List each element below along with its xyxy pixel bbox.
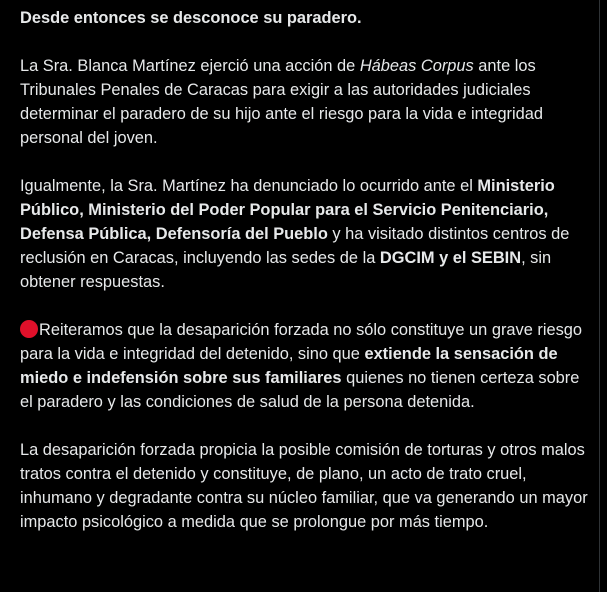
paragraph-2-italic: Hábeas Corpus [359, 57, 474, 75]
paragraph-5-text: La desaparición forzada propicia la posible comisión de torturas y otros malos tratos contra el detenido y constituye, de plano, un acto de trato cruel, inhumano y degradante contra su núcleo familiar, que va generando un mayor impacto psicológico a medida que se prolongue por más tiempo. [20, 441, 588, 531]
paragraph-3-bold-institutions: Ministerio Público, Ministerio del Poder Popular para el Servicio Penitenciario, Defensa Pública, Defensoría del Pueblo [20, 177, 555, 243]
paragraph-3 [20, 174, 592, 294]
paragraph-4-bold: extiende la sensación de miedo e indefensión sobre sus familiares [20, 345, 558, 387]
paragraph-1-bold: Desde entonces se desconoce su paradero. [20, 9, 362, 27]
red-circle-icon [20, 320, 38, 338]
paragraph-3-text-c: , sin obtener respuestas. [20, 249, 552, 291]
paragraph-2 [20, 54, 592, 150]
post-body-text [20, 6, 592, 558]
paragraph-3-text-b: y ha visitado distintos centros de reclusión en Caracas, incluyendo las sedes de la [20, 225, 570, 267]
paragraph-4-text-b: quienes no tienen certeza sobre el paradero y las condiciones de salud de la persona detenida. [20, 369, 580, 411]
paragraph-1 [20, 6, 592, 30]
paragraph-5 [20, 438, 592, 534]
paragraph-3-bold-agencies: DGCIM y el SEBIN [379, 249, 522, 267]
paragraph-2-text-a: La Sra. Blanca Martínez ejerció una acción de [20, 57, 360, 75]
paragraph-4 [20, 318, 592, 414]
paragraph-4-text-a: Reiteramos que la desaparición forzada no sólo constituye un grave riesgo para la vida e integridad del detenido, sino que [20, 321, 583, 363]
paragraph-3-text-a: Igualmente, la Sra. Martínez ha denunciado lo ocurrido ante el [20, 177, 478, 195]
paragraph-2-text-b: ante los Tribunales Penales de Caracas para exigir a las autoridades judiciales determinar el paradero de su hijo ante el riesgo para la vida e integridad personal del joven. [20, 57, 544, 147]
